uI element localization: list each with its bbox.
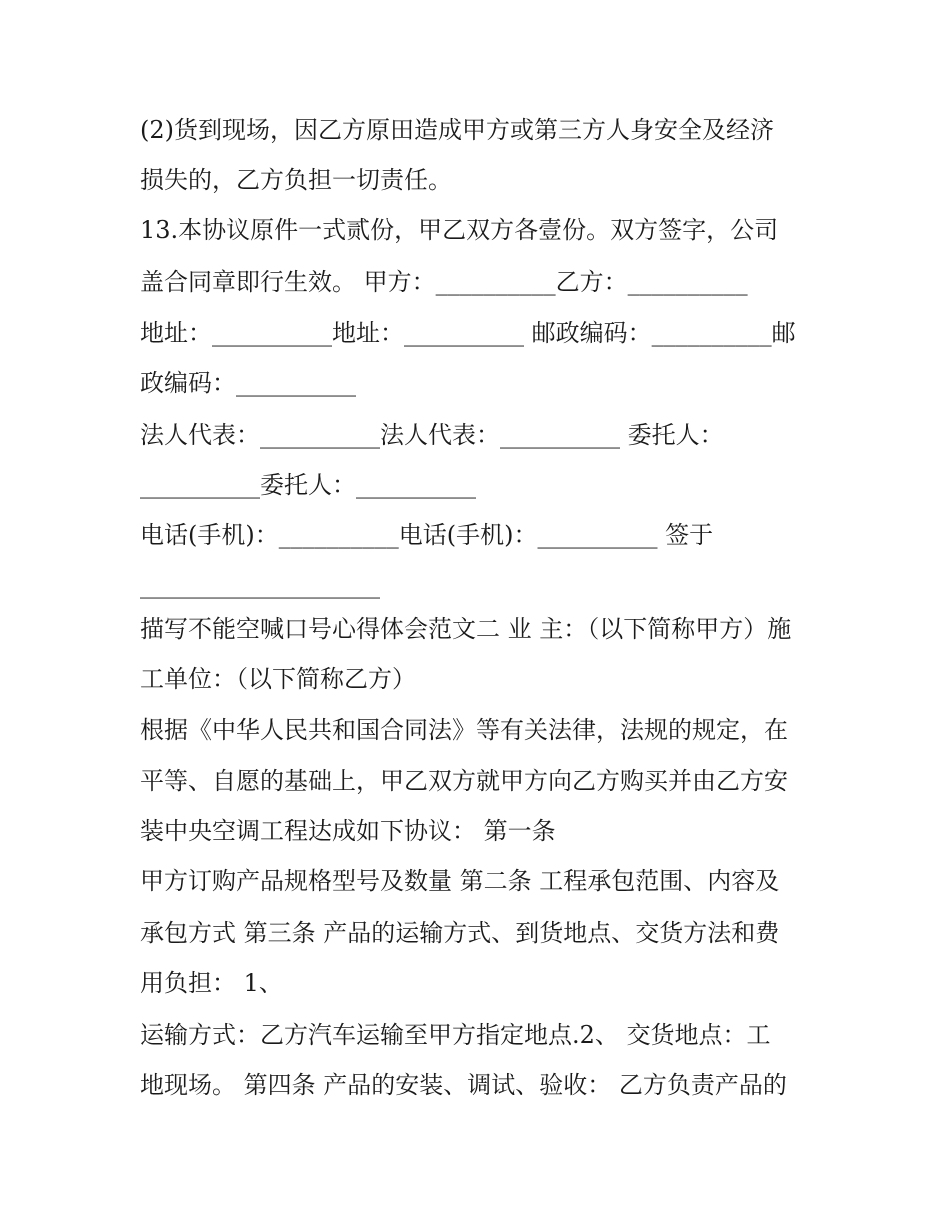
text-line: 13.本协议原件一式贰份，甲乙双方各壹份。双方签字，公司 xyxy=(140,216,779,244)
text-line: 根据《中华人民共和国合同法》等有关法律，法规的规定，在 xyxy=(140,716,788,744)
text-line: 装中央空调工程达成如下协议： 第一条 xyxy=(140,817,556,845)
text-line: (2)货到现场，因乙方原田造成甲方或第三方人身安全及经济 xyxy=(140,116,774,144)
text-line: 损失的，乙方负担一切责任。 xyxy=(140,166,452,194)
text-line: 甲方订购产品规格型号及数量 第二条 工程承包范围、内容及 xyxy=(140,867,780,895)
text-line: 地现场。 第四条 产品的安装、调试、验收： 乙方负责产品的 xyxy=(140,1071,787,1099)
text-line: 电话(手机)：__________电话(手机)：__________ 签于 xyxy=(140,521,714,549)
text-line: 用负担： 1、 xyxy=(140,969,283,997)
text-line: 工单位：（以下简称乙方） xyxy=(140,665,416,693)
text-line: 法人代表：__________法人代表：__________ 委托人： xyxy=(140,421,724,449)
text-line: 平等、自愿的基础上，甲乙双方就甲方向乙方购买并由乙方安 xyxy=(140,767,788,795)
text-line: 运输方式：乙方汽车运输至甲方指定地点.2、 交货地点：工 xyxy=(140,1021,771,1049)
text-line: 承包方式 第三条 产品的运输方式、到货地点、交货方法和费 xyxy=(140,919,780,947)
text-line: ____________________ xyxy=(140,571,380,599)
text-line: 地址：__________地址：__________ 邮政编码：__________邮 xyxy=(140,319,796,347)
text-line: 政编码：__________ xyxy=(140,369,356,397)
text-line: 描写不能空喊口号心得体会范文二 业 主：（以下简称甲方）施 xyxy=(140,615,792,643)
text-line: __________委托人：__________ xyxy=(140,471,476,499)
text-line: 盖合同章即行生效。 甲方：__________乙方：__________ xyxy=(140,268,748,296)
